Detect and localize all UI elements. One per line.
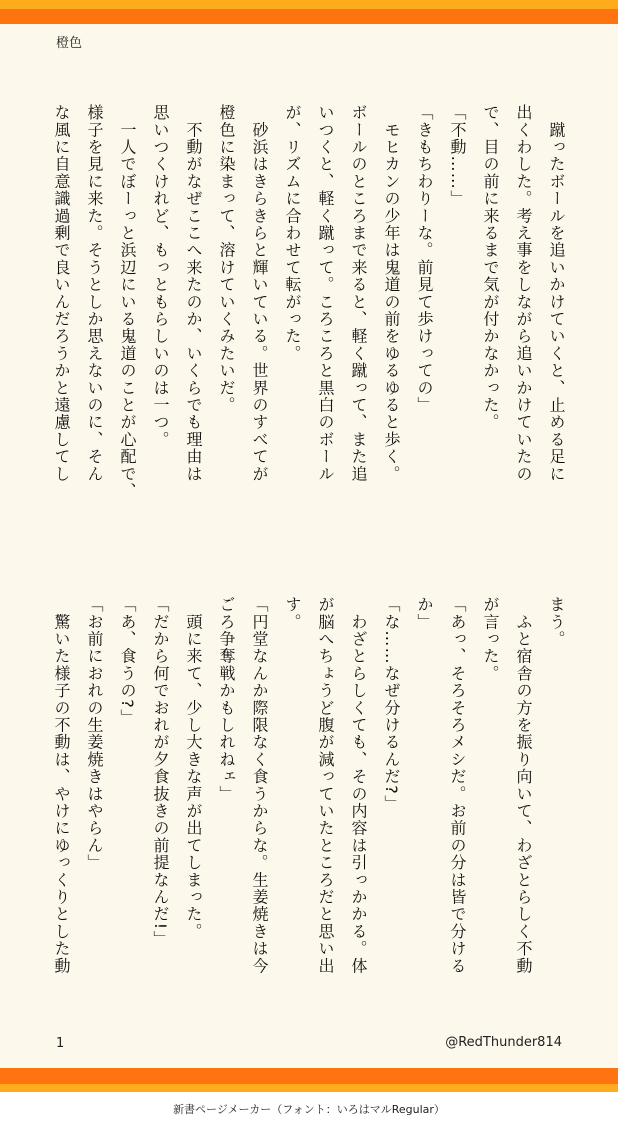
text-column: ボールのところまで来ると、軽く蹴って、また追 [349, 104, 368, 483]
text-column: ふと宿舎の方を振り向いて、わざとらしく不動 [514, 596, 533, 975]
text-column: 「不動……」 [448, 104, 467, 208]
text-column: まう。 [547, 596, 566, 648]
text-column: 蹴ったボールを追いかけていくと、止める足に [547, 104, 566, 483]
text-column: が脳へちょうど腹が減っていたところだと思い出 [316, 596, 335, 975]
text-column: 驚いた様子の不動は、やけにゆっくりとした動 [52, 596, 71, 975]
page-number: 1 [56, 1036, 65, 1051]
text-column: 砂浜はきらきらと輝いている。世界のすべてが [250, 104, 269, 483]
text-column: モヒカンの少年は鬼道の前をゆるゆると歩く。 [382, 104, 401, 483]
text-column: わざとらしくても、その内容は引っかかる。体 [349, 596, 368, 975]
text-column: 「円堂なんか際限なく食うからな。生姜焼きは今 [250, 596, 269, 975]
text-column: 思いつくけれど、もっともらしいのは一つ。 [151, 104, 170, 448]
bottom-color-band [0, 1068, 618, 1092]
text-column: いつくと、軽く蹴って。ころころと黒白のボール [316, 104, 335, 483]
text-column: 不動がなぜここへ来たのか、いくらでも理由は [184, 104, 203, 483]
text-column: 「お前におれの生姜焼きはやらん」 [85, 596, 104, 872]
text-column: 一人でぼーっと浜辺にいる鬼道のことが心配で、 [118, 104, 137, 500]
text-column: 出くわした。考え事をしながら追いかけていたの [514, 104, 533, 483]
page-title: 橙色 [56, 36, 83, 51]
text-column: 「な……なぜ分けるんだ?」 [382, 596, 401, 813]
text-column: 橙色に染まって、溶けていくみたいだ。 [217, 104, 236, 414]
generator-credit: 新書ページメーカー（フォント：いろはマルRegular） [173, 1103, 445, 1116]
text-column: 様子を見に来た。そうとしか思えないのに、そん [85, 104, 104, 483]
author-handle: @RedThunder814 [445, 1035, 562, 1050]
text-column: か」 [415, 596, 434, 631]
text-column: 「あっ、そろそろメシだ。お前の分は皆で分ける [448, 596, 467, 975]
novel-page [0, 24, 618, 1068]
text-column: す。 [283, 596, 302, 631]
text-column: な風に自意識過剰で良いんだろうかと遠慮してし [52, 104, 71, 483]
text-column: が、リズムに合わせて転がった。 [283, 104, 302, 362]
text-column: 頭に来て、少し大きな声が出てしまった。 [184, 596, 203, 940]
text-column: ごろ争奪戦かもしれねェ」 [217, 596, 236, 803]
text-column: が言った。 [481, 596, 500, 682]
text-column: 「あ、食うの?」 [118, 596, 137, 727]
top-color-band [0, 0, 618, 24]
text-column: で、目の前に来るまで気が付かなかった。 [481, 104, 500, 431]
text-column: 「きもちわりーな。前見て歩けっての」 [415, 104, 434, 414]
text-column: 「だから何でおれが夕食抜きの前提なんだ!」 [151, 596, 170, 948]
